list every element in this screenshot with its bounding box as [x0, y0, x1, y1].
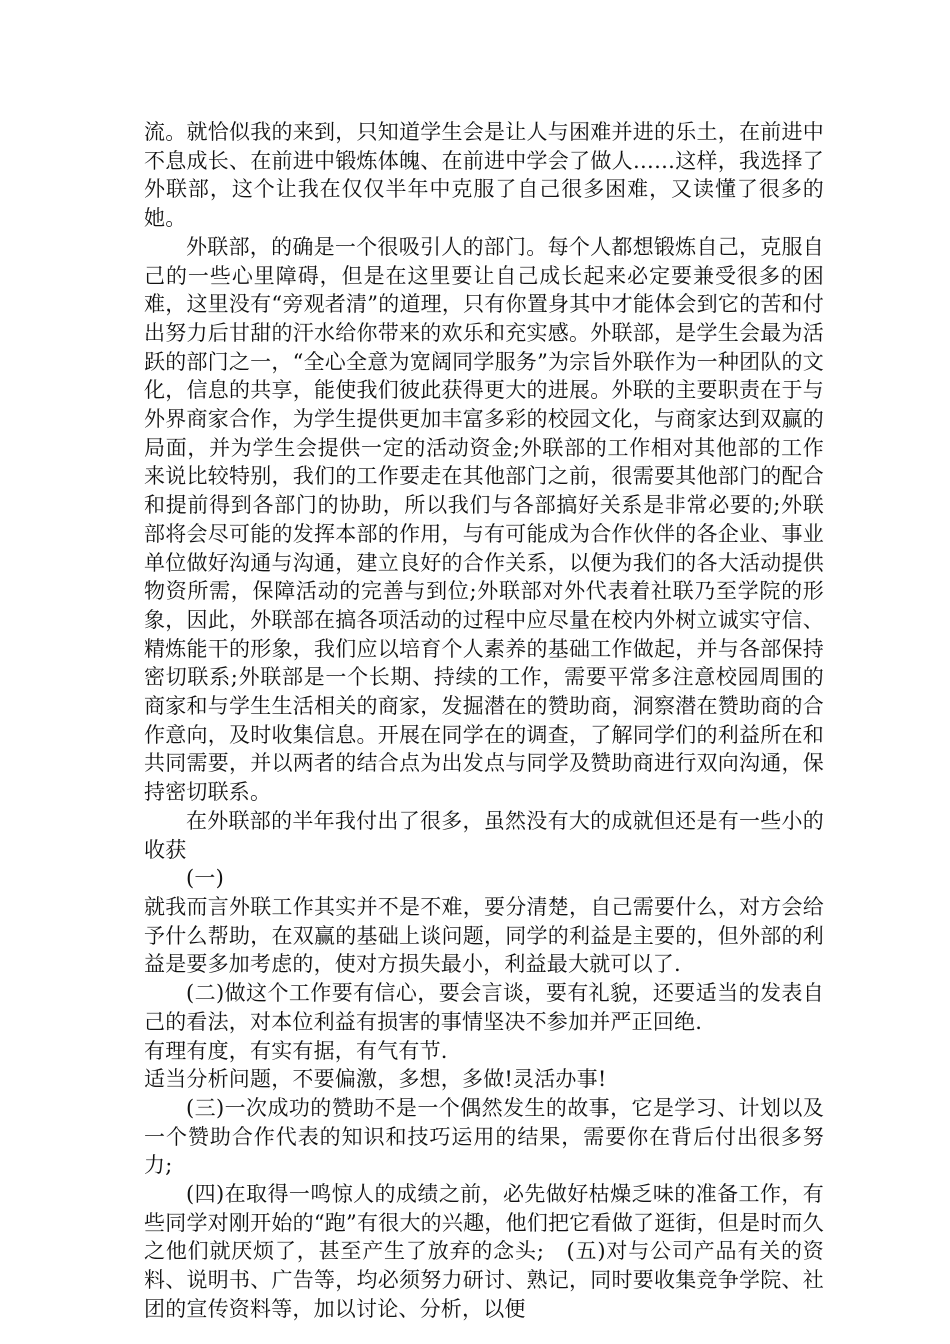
paragraph-point-three: (三)一次成功的赞助不是一个偶然发生的故事，它是学习、计划以及一个赞助合作代表的知识和技巧运用的结果，需要你在背后付出很多努力; [144, 1095, 824, 1178]
paragraph-half-year-summary: 在外联部的半年我付出了很多，虽然没有大的成就但还是有一些小的收获 [144, 808, 824, 862]
paragraph-point-one: 就我而言外联工作其实并不是不难，要分清楚，自己需要什么，对方会给予什么帮助，在双赢的基础上谈问题，同学的利益是主要的，但外部的利益是要多加考虑的，使对方损失最小，利益最大就可以了. [144, 894, 824, 977]
paragraph-department-description: 外联部，的确是一个很吸引人的部门。每个人都想锻炼自己，克服自己的一些心里障碍，但是在这里要让自己成长起来必定要兼受很多的困难，这里没有“旁观者清”的道理，只有你置身其中才能体会到它的苦和付出努力后甘甜的汗水给你带来的欢乐和充实感。外联部，是学生会最为活跃的部门之一，“全心全意为宽阔同学服务”为宗旨外联作为一种团队的文化，信息的共享，能使我们彼此获得更大的进展。外联的主要职责在于与外界商家合作，为学生提供更加丰富多彩的校园文化，与商家达到双赢的局面，并为学生会提供一定的活动资金;外联部的工作相对其他部的工作来说比较特别，我们的工作要走在其他部门之前，很需要其他部门的配合和提前得到各部门的协助，所以我们与各部搞好关系是非常必要的;外联部将会尽可能的发挥本部的作用，与有可能成为合作伙伴的各企业、事业单位做好沟通与沟通，建立良好的合作关系，以便为我们的各大活动提供物资所需，保障活动的完善与到位;外联部对外代表着社联乃至学院的形象，因此，外联部在搞各项活动的过程中应尽量在校内外树立诚实守信、精炼能干的形象，我们应以培育个人素养的基础工作做起，并与各部保持密切联系;外联部是一个长期、持续的工作，需要平常多注意校园周围的商家和与学生生活相关的商家，发掘潜在的赞助商，洞察潜在赞助商的合作意向，及时收集信息。开展在同学在的调查，了解同学们的利益所在和共同需要，并以两者的结合点为出发点与同学及赞助商进行双向沟通，保持密切联系。 [144, 234, 824, 805]
paragraph-point-four-five: (四)在取得一鸣惊人的成绩之前，必先做好枯燥乏味的准备工作，有些同学对刚开始的“跑”有很大的兴趣，他们把它看做了逛街，但是时而久之他们就厌烦了，甚至产生了放弃的念头; (五)对与公司产品有关的资料、说明书、广告等，均必须努力研讨、熟记，同时要收集竞争学院、社团的宣传资料等，加以讨论、分析，以便 [144, 1182, 824, 1321]
paragraph-point-two: (二)做这个工作要有信心，要会言谈，要有礼貌，还要适当的发表自己的看法，对本位利益有损害的事情坚决不参加并严正回绝. [144, 981, 824, 1034]
paragraph-principle-line: 有理有度，有实有据，有气有节. [144, 1038, 448, 1063]
document-page [144, 118, 824, 1324]
paragraph-advice-line: 适当分析问题，不要偏激，多想，多做!灵活办事! [144, 1067, 607, 1092]
section-heading-one: (一) [186, 866, 224, 891]
paragraph-intro-continuation: 流。就恰似我的来到，只知道学生会是让人与困难并进的乐土，在前进中不息成长、在前进中锻炼体魄、在前进中学会了做人……这样，我选择了外联部，这个让我在仅仅半年中克服了自己很多困难，又读懂了很多的她。 [144, 120, 824, 231]
